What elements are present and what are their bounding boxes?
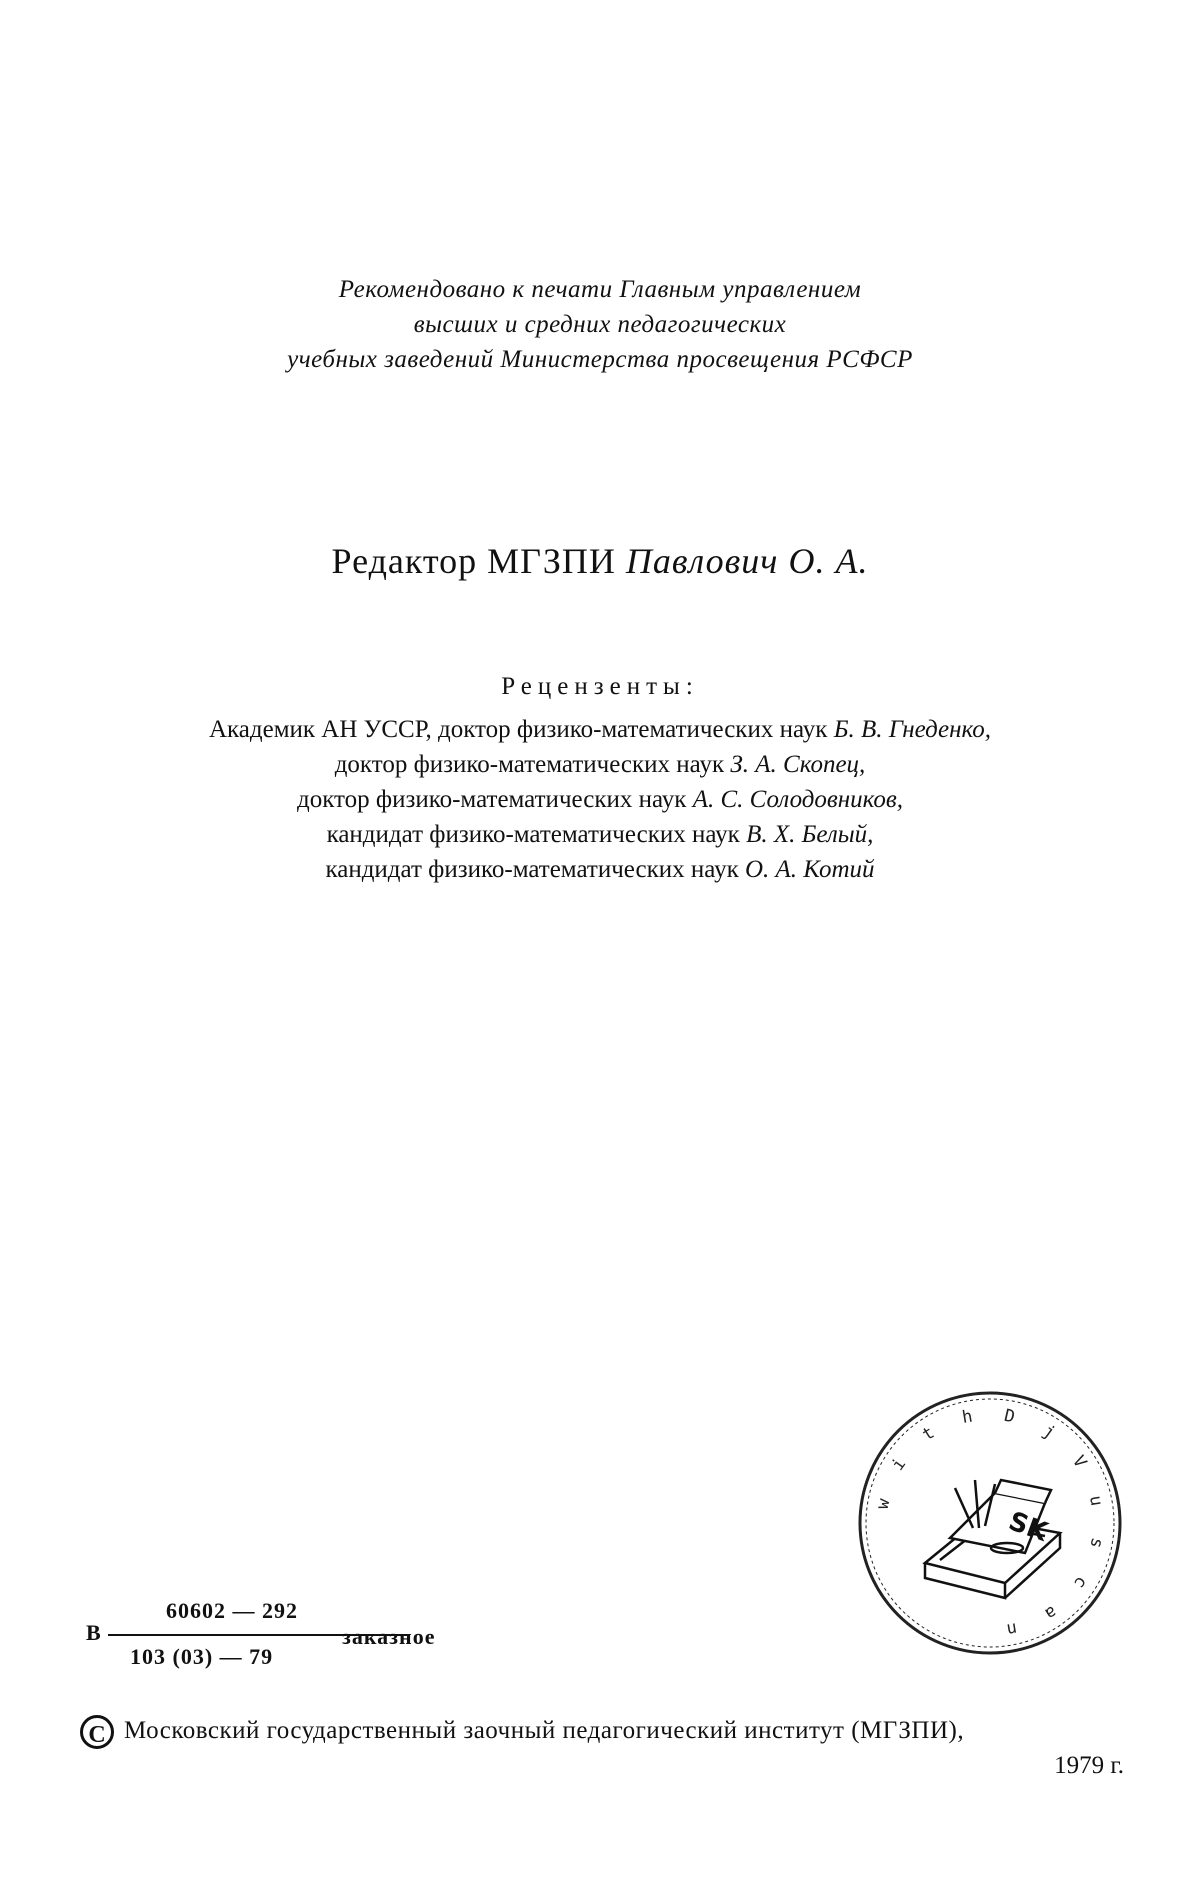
recommendation-line-1: Рекомендовано к печати Главным управлением — [338, 276, 862, 303]
copyright-year: 1979 г. — [1054, 1752, 1124, 1780]
reviewers-title: Рецензенты: — [501, 673, 699, 700]
editor-label: Редактор МГЗПИ — [331, 541, 616, 581]
editor-line — [0, 540, 1200, 582]
stamp-ring-lettering: w i t h D j V u s c a n — [872, 1404, 1109, 1642]
reviewer-line — [0, 712, 1200, 747]
reviewer-name: З. А. Скопец, — [730, 751, 866, 778]
classification-numerator: 60602 — 292 — [166, 1598, 298, 1623]
reviewer-line — [0, 852, 1200, 887]
reviewer-title: кандидат физико-математических наук — [325, 856, 739, 883]
classification-letter: В — [86, 1620, 101, 1645]
recommendation-block — [0, 272, 1200, 377]
copyright-icon: C — [80, 1715, 114, 1749]
classification-denominator: 103 (03) — 79 — [130, 1644, 274, 1669]
reviewer-line — [0, 782, 1200, 817]
reviewer-title: доктор физико-математических наук — [334, 751, 725, 778]
reviewer-line — [0, 747, 1200, 782]
copyright-text: Московский государственный заочный педагогический институт (МГЗПИ), — [124, 1717, 965, 1744]
reviewer-name: В. Х. Белый, — [746, 821, 874, 848]
reviewer-title: кандидат физико-математических наук — [326, 821, 740, 848]
classification-index — [86, 1590, 486, 1690]
recommendation-line-3: учебных заведений Министерства просвещения РСФСР — [287, 346, 913, 373]
reviewer-name: Б. В. Гнеденко, — [833, 716, 992, 743]
reviewer-line — [0, 817, 1200, 852]
stamp-center-text: SK — [1004, 1506, 1052, 1548]
scanner-stamp-logo — [855, 1388, 1125, 1658]
editor-name: Павлович О. А. — [625, 541, 869, 581]
classification-kind: заказное — [342, 1624, 436, 1649]
recommendation-line-2: высших и средних педагогических — [413, 311, 787, 338]
reviewer-name: А. С. Солодовников, — [692, 786, 903, 813]
reviewer-title: Академик АН УССР, доктор физико-математических наук — [208, 716, 828, 743]
reviewer-name: О. А. Котий — [744, 856, 875, 883]
copyright-block — [80, 1714, 1130, 1783]
reviewers-list — [0, 712, 1200, 887]
reviewer-title: доктор физико-математических наук — [297, 786, 687, 813]
